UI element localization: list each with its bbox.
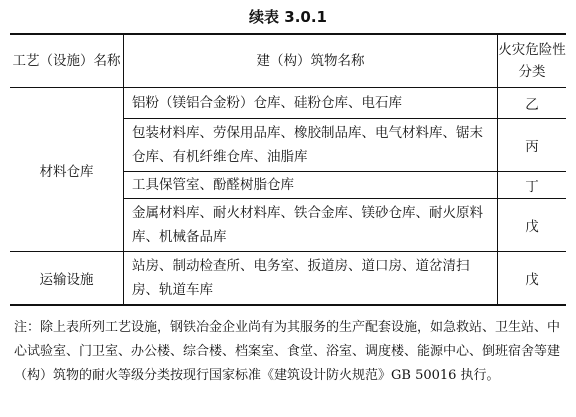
header-building-name: 建（构）筑物名称 xyxy=(124,34,498,88)
buildings-cell: 包装材料库、劳保用品库、橡胶制品库、电气材料库、锯末仓库、有机纤维仓库、油脂库 xyxy=(124,119,498,172)
fire-hazard-table xyxy=(10,33,566,306)
table-row xyxy=(10,252,566,306)
table-note: 注：除上表所列工艺设施，钢铁冶金企业尚有为其服务的生产配套设施，如急救站、卫生站、中心试验室、门卫室、办公楼、综合楼、档案室、食堂、浴室、调度楼、能源中心、倒班宿舍等建（构）筑物的耐火等级分类按现行国家标准《建筑设计防火规范》GB 50016 执行。 xyxy=(14,320,561,383)
hazard-class-cell: 戊 xyxy=(498,199,567,252)
header-process-facility: 工艺（设施）名称 xyxy=(10,34,124,88)
table-header-row xyxy=(10,34,566,88)
table-row xyxy=(10,88,566,119)
buildings-cell: 铝粉（镁铝合金粉）仓库、硅粉仓库、电石库 xyxy=(124,88,498,119)
header-fire-hazard-class: 火灾危险性分类 xyxy=(498,34,567,88)
buildings-cell: 金属材料库、耐火材料库、铁合金库、镁砂仓库、耐火原料库、机械备品库 xyxy=(124,199,498,252)
group-name-material-warehouse: 材料仓库 xyxy=(10,88,124,252)
group-name-transport-facility: 运输设施 xyxy=(10,252,124,306)
buildings-cell: 工具保管室、酚醛树脂仓库 xyxy=(124,172,498,199)
hazard-class-cell: 丁 xyxy=(498,172,567,199)
buildings-cell: 站房、制动检查所、电务室、扳道房、道口房、道岔清扫房、轨道车库 xyxy=(124,252,498,306)
table-title: 续表 3.0.1 xyxy=(249,8,327,26)
hazard-class-cell: 丙 xyxy=(498,119,567,172)
hazard-class-cell: 戊 xyxy=(498,252,567,306)
hazard-class-cell: 乙 xyxy=(498,88,567,119)
